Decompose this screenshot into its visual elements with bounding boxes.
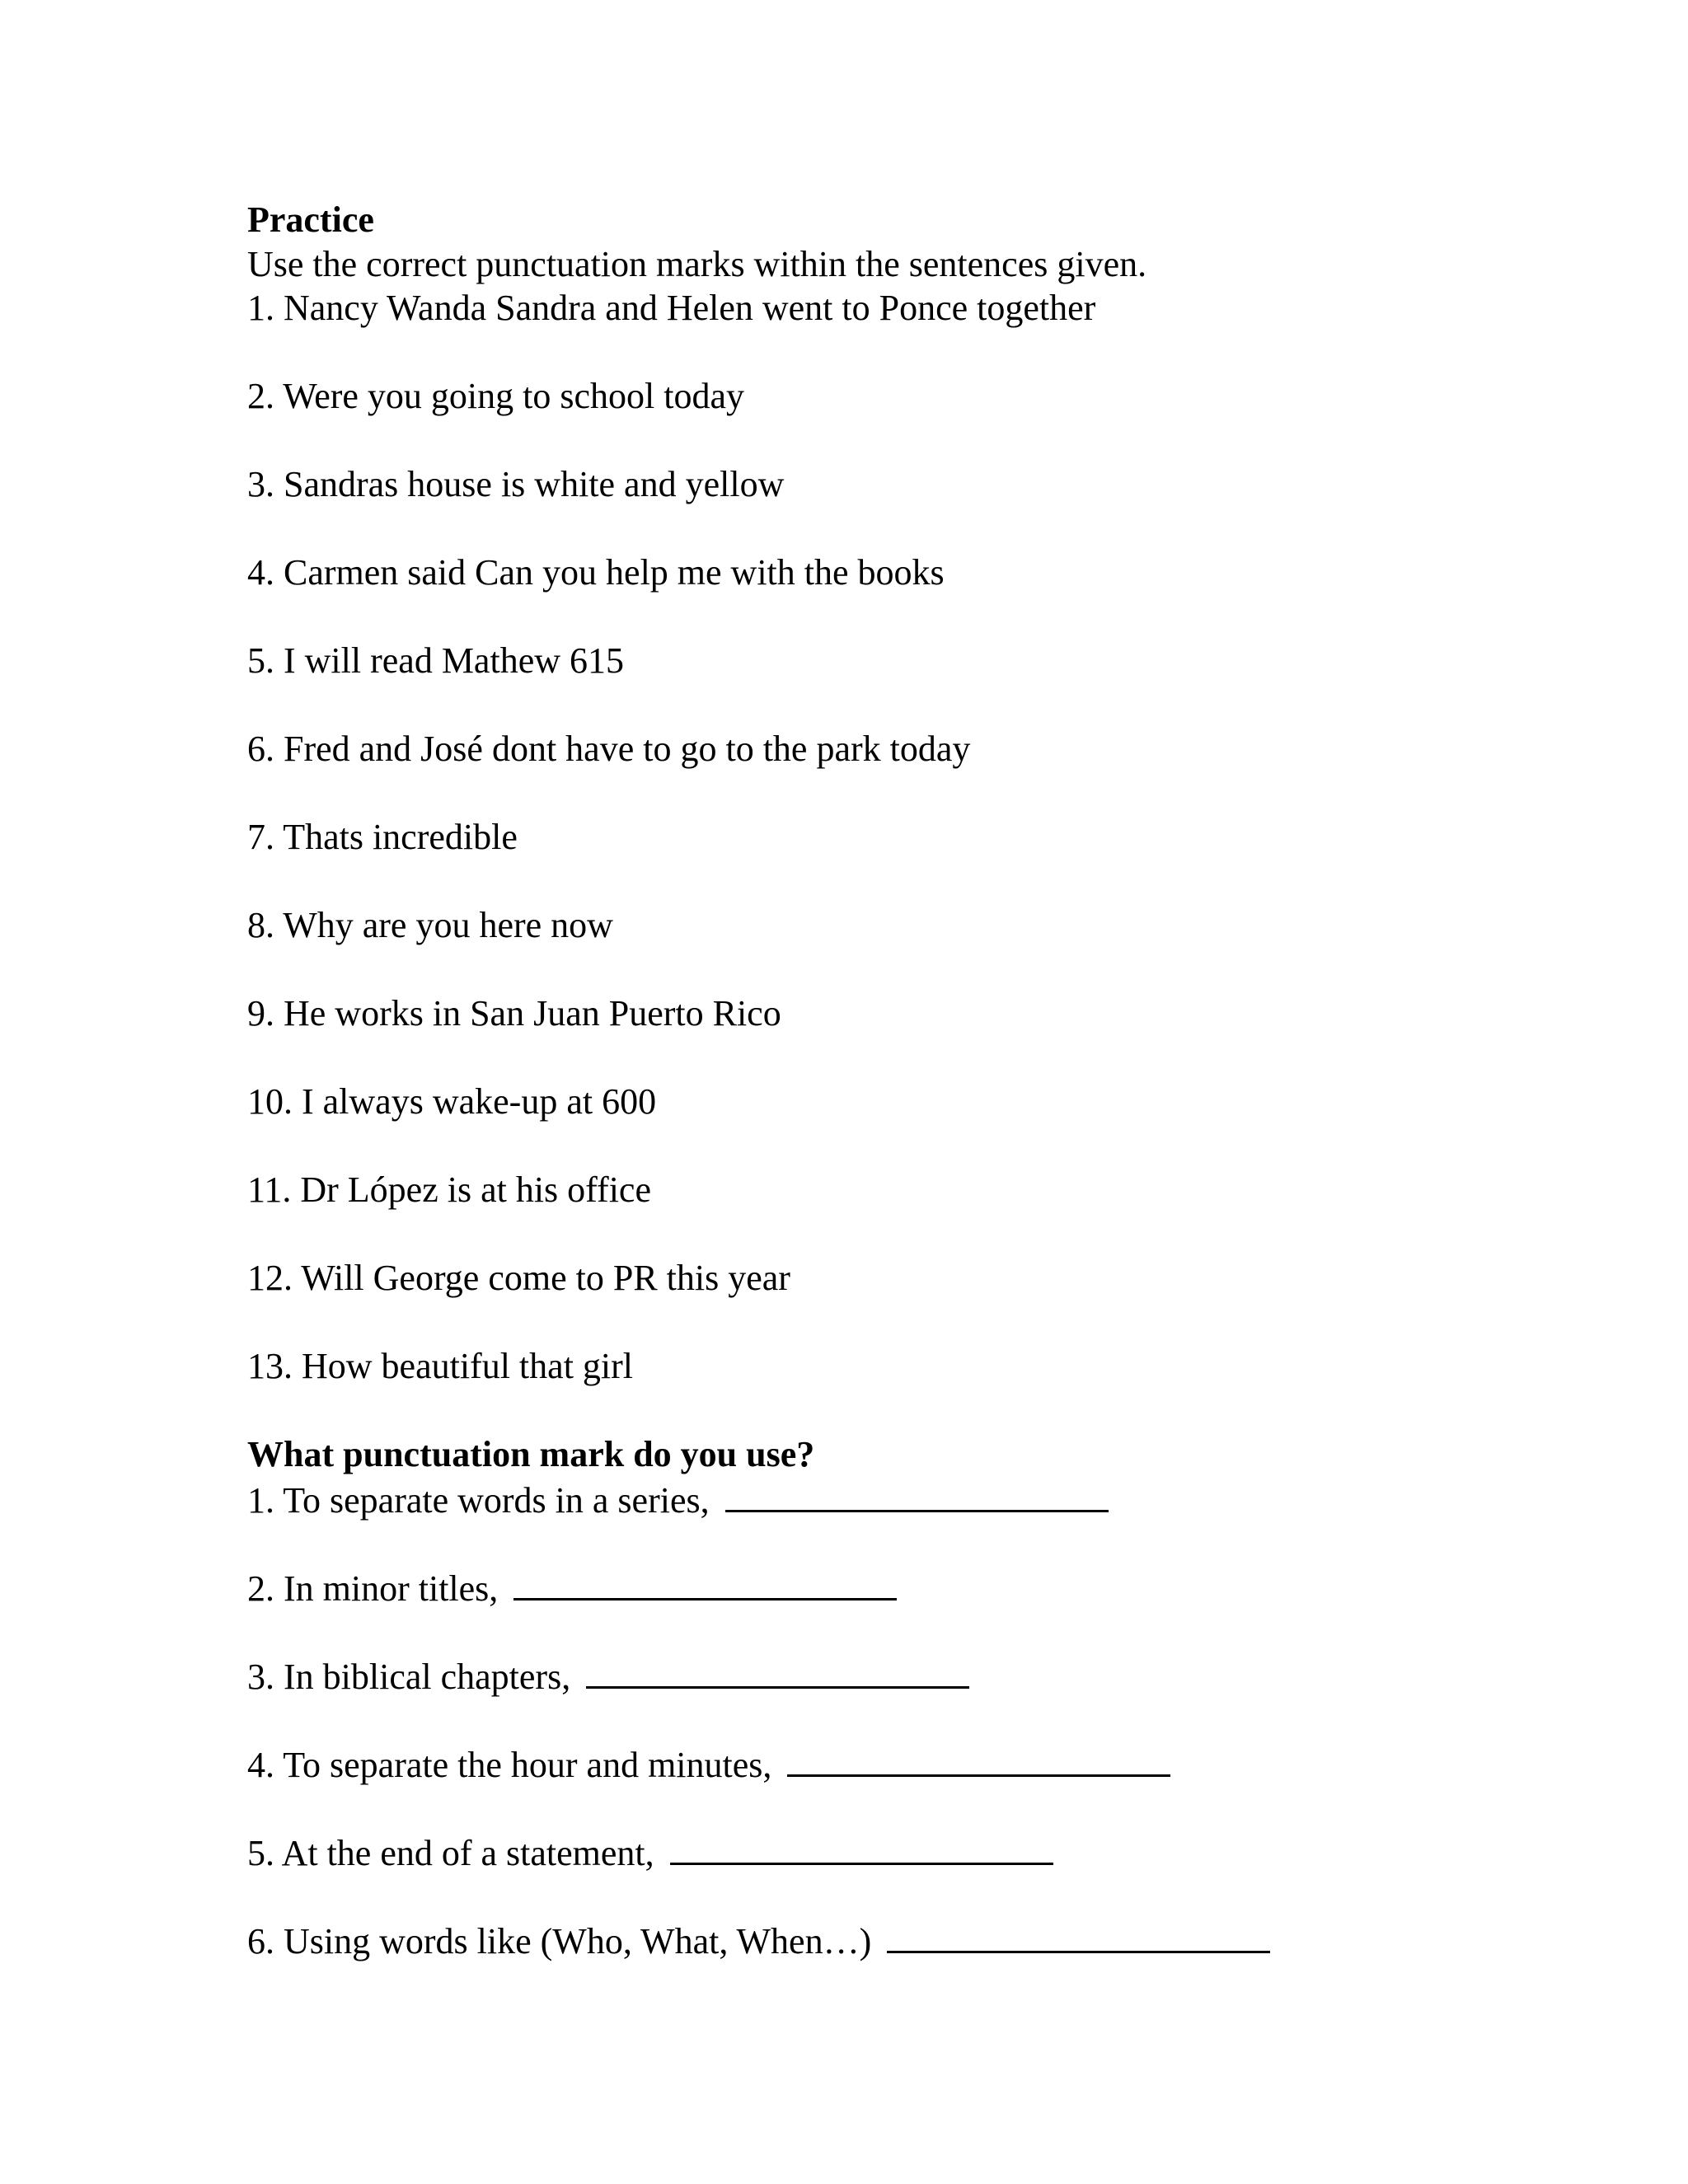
quiz-item-text: 5. At the end of a statement, [247,1832,654,1873]
practice-item: 4. Carmen said Can you help me with the books [247,552,945,593]
quiz-item-text: 2. In minor titles, [247,1568,499,1609]
answer-blank[interactable] [670,1830,1053,1865]
quiz-item [247,1477,1648,1521]
answer-blank[interactable] [887,1918,1270,1953]
quiz-item [247,1653,1648,1698]
practice-heading: Practice [247,199,374,240]
practice-item: 1. Nancy Wanda Sandra and Helen went to Ponce together [247,288,1096,328]
practice-item: 11. Dr López is at his office [247,1169,651,1210]
quiz-item [247,1830,1648,1874]
quiz-item-text: 3. In biblical chapters, [247,1656,571,1697]
practice-item: 12. Will George come to PR this year [247,1258,790,1298]
practice-item: 2. Were you going to school today [247,376,745,416]
practice-item: 5. I will read Mathew 615 [247,640,624,681]
answer-blank[interactable] [586,1653,969,1689]
quiz-item-text: 6. Using words like (Who, What, When…) [247,1920,872,1961]
quiz-item [247,1565,1648,1610]
quiz-item-text: 1. To separate words in a series, [247,1479,710,1521]
quiz-heading: What punctuation mark do you use? [247,1434,815,1474]
worksheet-page [247,198,1648,1961]
practice-instruction: Use the correct punctuation marks within the sentences given. [247,243,1147,284]
practice-item: 8. Why are you here now [247,905,613,945]
practice-item: 6. Fred and José dont have to go to the park today [247,729,971,769]
quiz-item [247,1918,1648,1962]
answer-blank[interactable] [725,1477,1109,1512]
answer-blank[interactable] [513,1565,897,1601]
practice-item: 9. He works in San Juan Puerto Rico [247,993,781,1033]
practice-item: 7. Thats incredible [247,817,518,857]
quiz-item [247,1741,1648,1786]
quiz-item-text: 4. To separate the hour and minutes, [247,1744,772,1785]
answer-blank[interactable] [787,1741,1170,1777]
practice-item: 13. How beautiful that girl [247,1346,634,1386]
practice-item: 10. I always wake-up at 600 [247,1081,657,1122]
practice-item: 3. Sandras house is white and yellow [247,464,785,504]
